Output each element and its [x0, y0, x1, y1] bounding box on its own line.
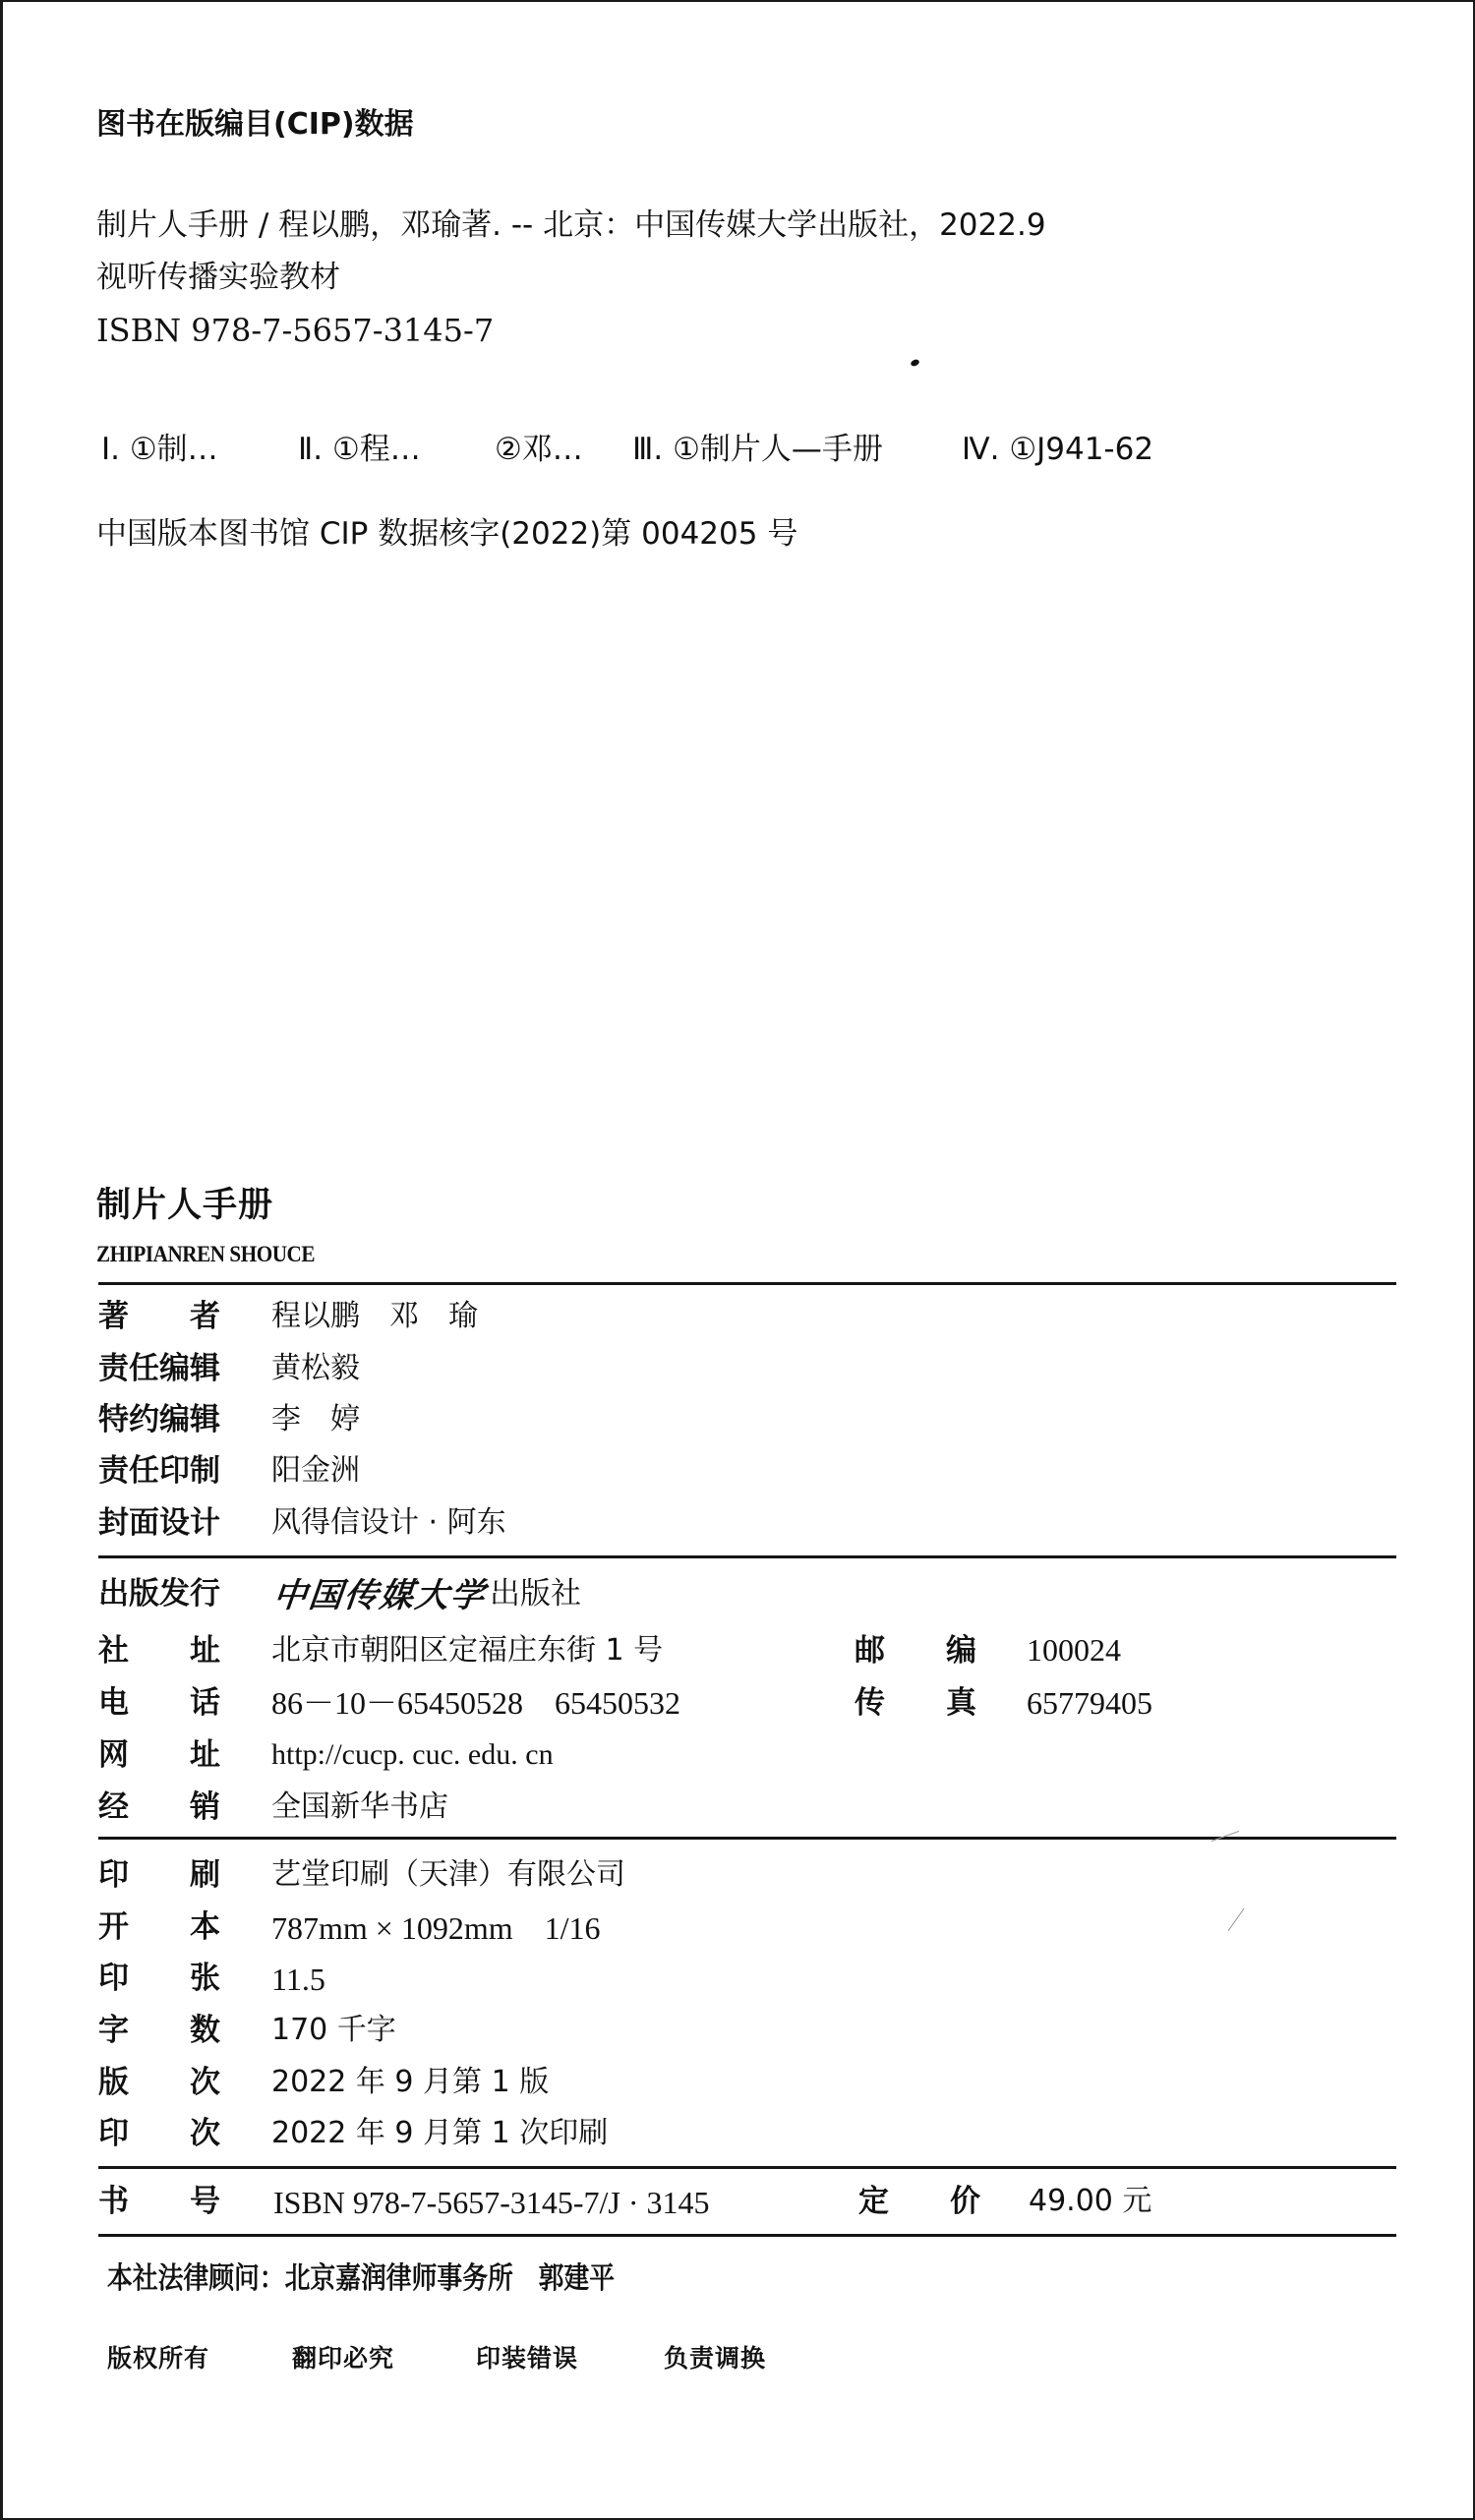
rights-item: 印装错误	[476, 2344, 579, 2373]
printing-label: 印 次	[98, 2116, 220, 2151]
website-link[interactable]: http://cucp. cuc. edu. cn	[271, 1738, 554, 1771]
phone-label: 电 话	[98, 1685, 220, 1721]
classification-item: Ⅳ. ①J941-62	[962, 432, 1154, 467]
phone-value: 86－10－65450528 65450532	[271, 1685, 681, 1721]
address-row	[3, 1632, 1475, 1675]
printing-label: 印 张	[98, 1961, 220, 1996]
cip-heading: 图书在版编目(CIP)数据	[96, 107, 414, 142]
divider-rule	[98, 2234, 1396, 2237]
printing-row	[3, 1857, 1475, 1900]
credit-row	[3, 1402, 1475, 1444]
credit-label: 责任编辑	[98, 1351, 220, 1386]
rights-item: 版权所有	[107, 2344, 210, 2373]
publisher-row	[3, 1576, 1475, 1618]
printing-label: 开 本	[98, 1909, 220, 1945]
credit-label: 责任印制	[98, 1453, 220, 1489]
address-label: 社 址	[98, 1633, 220, 1669]
publisher-label: 出版发行	[98, 1576, 220, 1612]
printing-row	[3, 2065, 1475, 2107]
publisher-logo-calligraphy: 中国传媒大学	[270, 1576, 489, 1615]
website-row	[3, 1737, 1475, 1780]
rights-item: 翻印必究	[292, 2344, 395, 2373]
scan-speck	[910, 358, 920, 367]
credit-value: 阳金洲	[271, 1453, 360, 1488]
cip-bibliographic-line: 制片人手册 / 程以鹏，邓瑜著. -- 北京：中国传媒大学出版社，2022.9	[96, 207, 1046, 243]
printing-value: 170 千字	[271, 2013, 396, 2047]
fax-value: 65779405	[1027, 1685, 1152, 1721]
phone-row	[3, 1685, 1475, 1728]
credit-value: 黄松毅	[271, 1351, 360, 1385]
book-number-row	[3, 2184, 1475, 2226]
printing-value: 2022 年 9 月第 1 次印刷	[271, 2116, 609, 2150]
printing-row	[3, 1963, 1475, 2003]
credit-label: 封面设计	[98, 1505, 220, 1541]
credit-value: 程以鹏 邓 瑜	[271, 1299, 478, 1333]
printing-label: 印 刷	[98, 1857, 220, 1893]
legal-counsel: 本社法律顾问：北京嘉润律师事务所 郭建平	[107, 2261, 615, 2296]
postcode-label: 邮 编	[855, 1633, 976, 1669]
classification-item: Ⅱ. ①程…	[298, 432, 421, 467]
printing-label: 版 次	[98, 2065, 220, 2100]
printing-value: 艺堂印刷（天津）有限公司	[271, 1857, 625, 1892]
price-label: 定 价	[858, 2184, 980, 2219]
publisher-logo-suffix: 出版社	[490, 1576, 581, 1612]
cip-isbn: ISBN 978-7-5657-3145-7	[96, 312, 495, 349]
distributor-label: 经 销	[98, 1789, 220, 1825]
book-number-value: ISBN 978-7-5657-3145-7/J · 3145	[273, 2185, 710, 2220]
distributor-row	[3, 1789, 1475, 1832]
website-label: 网 址	[98, 1737, 220, 1773]
fax-label: 传 真	[855, 1685, 976, 1721]
printing-row	[3, 1909, 1475, 1952]
printing-value: 11.5	[271, 1962, 325, 1997]
divider-rule	[98, 1282, 1396, 1285]
printing-row	[3, 2013, 1475, 2055]
credit-label: 著 者	[98, 1299, 220, 1334]
divider-rule	[98, 1837, 1396, 1840]
price-value: 49.00 元	[1029, 2184, 1152, 2218]
classification-item: Ⅲ. ①制片人—手册	[632, 432, 883, 467]
rights-item: 负责调换	[664, 2344, 767, 2373]
printing-row	[3, 2116, 1475, 2158]
book-title: 制片人手册	[96, 1186, 274, 1225]
divider-rule	[98, 2166, 1396, 2169]
cip-series-line: 视听传播实验教材	[96, 260, 340, 295]
credit-value: 李 婷	[271, 1402, 360, 1436]
postcode-value: 100024	[1027, 1632, 1121, 1668]
credit-row	[3, 1299, 1475, 1341]
book-title-pinyin: ZHIPIANREN SHOUCE	[96, 1242, 316, 1266]
credit-label: 特约编辑	[98, 1402, 220, 1437]
address-value: 北京市朝阳区定福庄东街 1 号	[271, 1633, 664, 1668]
classification-item: ②邓…	[495, 432, 583, 467]
credit-row	[3, 1453, 1475, 1495]
printing-label: 字 数	[98, 2013, 220, 2048]
classification-item: Ⅰ. ①制…	[101, 432, 218, 467]
cip-record-number: 中国版本图书馆 CIP 数据核字(2022)第 004205 号	[96, 516, 798, 552]
printing-value: 2022 年 9 月第 1 版	[271, 2065, 550, 2099]
divider-rule	[98, 1555, 1396, 1558]
distributor-value: 全国新华书店	[271, 1789, 448, 1824]
printing-value: 787mm × 1092mm 1/16	[271, 1910, 601, 1946]
credit-row	[3, 1351, 1475, 1393]
credit-row	[3, 1505, 1475, 1548]
book-number-label: 书 号	[98, 2184, 220, 2219]
credit-value: 风得信设计 · 阿东	[271, 1505, 506, 1540]
